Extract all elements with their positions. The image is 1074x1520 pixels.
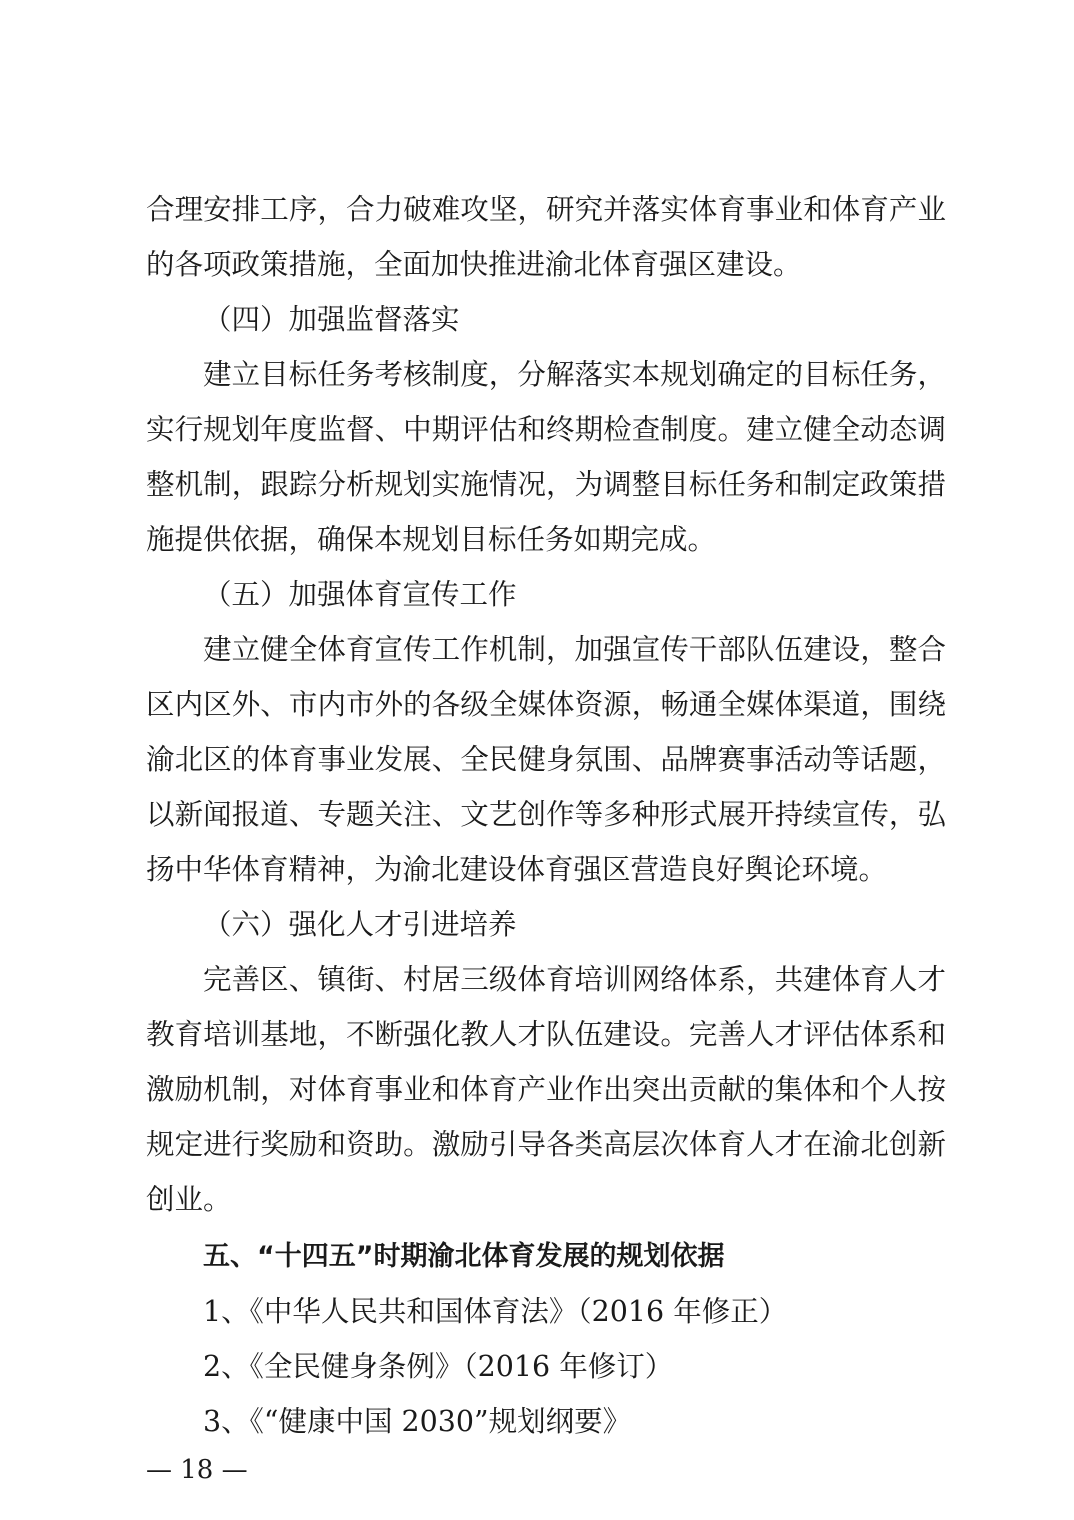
- paragraph-line: 整机制，跟踪分析规划实施情况，为调整目标任务和制定政策措: [146, 468, 946, 501]
- paragraph-line: 建立目标任务考核制度，分解落实本规划确定的目标任务，: [203, 358, 946, 391]
- paragraph-line: 渝北区的体育事业发展、全民健身氛围、品牌赛事活动等话题，: [146, 743, 946, 776]
- reference-item: 3、《“健康中国 2030”规划纲要》: [203, 1405, 632, 1438]
- paragraph-line: 完善区、镇街、村居三级体育培训网络体系，共建体育人才: [203, 963, 946, 996]
- reference-item: 1、《中华人民共和国体育法》（2016 年修正）: [203, 1295, 788, 1328]
- page-number: — 18 —: [146, 1455, 248, 1485]
- section-heading-4: （四）加强监督落实: [203, 303, 460, 336]
- paragraph-line: 施提供依据，确保本规划目标任务如期完成。: [146, 523, 717, 556]
- paragraph-line: 创业。: [146, 1183, 232, 1216]
- paragraph-line: 区内区外、市内市外的各级全媒体资源，畅通全媒体渠道，围绕: [146, 688, 946, 721]
- paragraph-line: 的各项政策措施，全面加快推进渝北体育强区建设。: [146, 248, 802, 281]
- paragraph-line: 合理安排工序，合力破难攻坚，研究并落实体育事业和体育产业: [146, 193, 946, 226]
- section-heading-6: （六）强化人才引进培养: [203, 908, 517, 941]
- paragraph-line: 激励机制，对体育事业和体育产业作出突出贡献的集体和个人按: [146, 1073, 946, 1106]
- paragraph-line: 规定进行奖励和资助。激励引导各类高层次体育人才在渝北创新: [146, 1128, 946, 1161]
- paragraph-line: 实行规划年度监督、中期评估和终期检查制度。建立健全动态调: [146, 413, 946, 446]
- chapter-heading: 五、“十四五”时期渝北体育发展的规划依据: [203, 1241, 725, 1272]
- paragraph-line: 以新闻报道、专题关注、文艺创作等多种形式展开持续宣传，弘: [146, 798, 946, 831]
- paragraph-line: 教育培训基地，不断强化教人才队伍建设。完善人才评估体系和: [146, 1018, 946, 1051]
- section-heading-5: （五）加强体育宣传工作: [203, 578, 517, 611]
- paragraph-line: 建立健全体育宣传工作机制，加强宣传干部队伍建设，整合: [203, 633, 946, 666]
- reference-item: 2、《全民健身条例》（2016 年修订）: [203, 1350, 674, 1383]
- paragraph-line: 扬中华体育精神，为渝北建设体育强区营造良好舆论环境。: [146, 853, 888, 886]
